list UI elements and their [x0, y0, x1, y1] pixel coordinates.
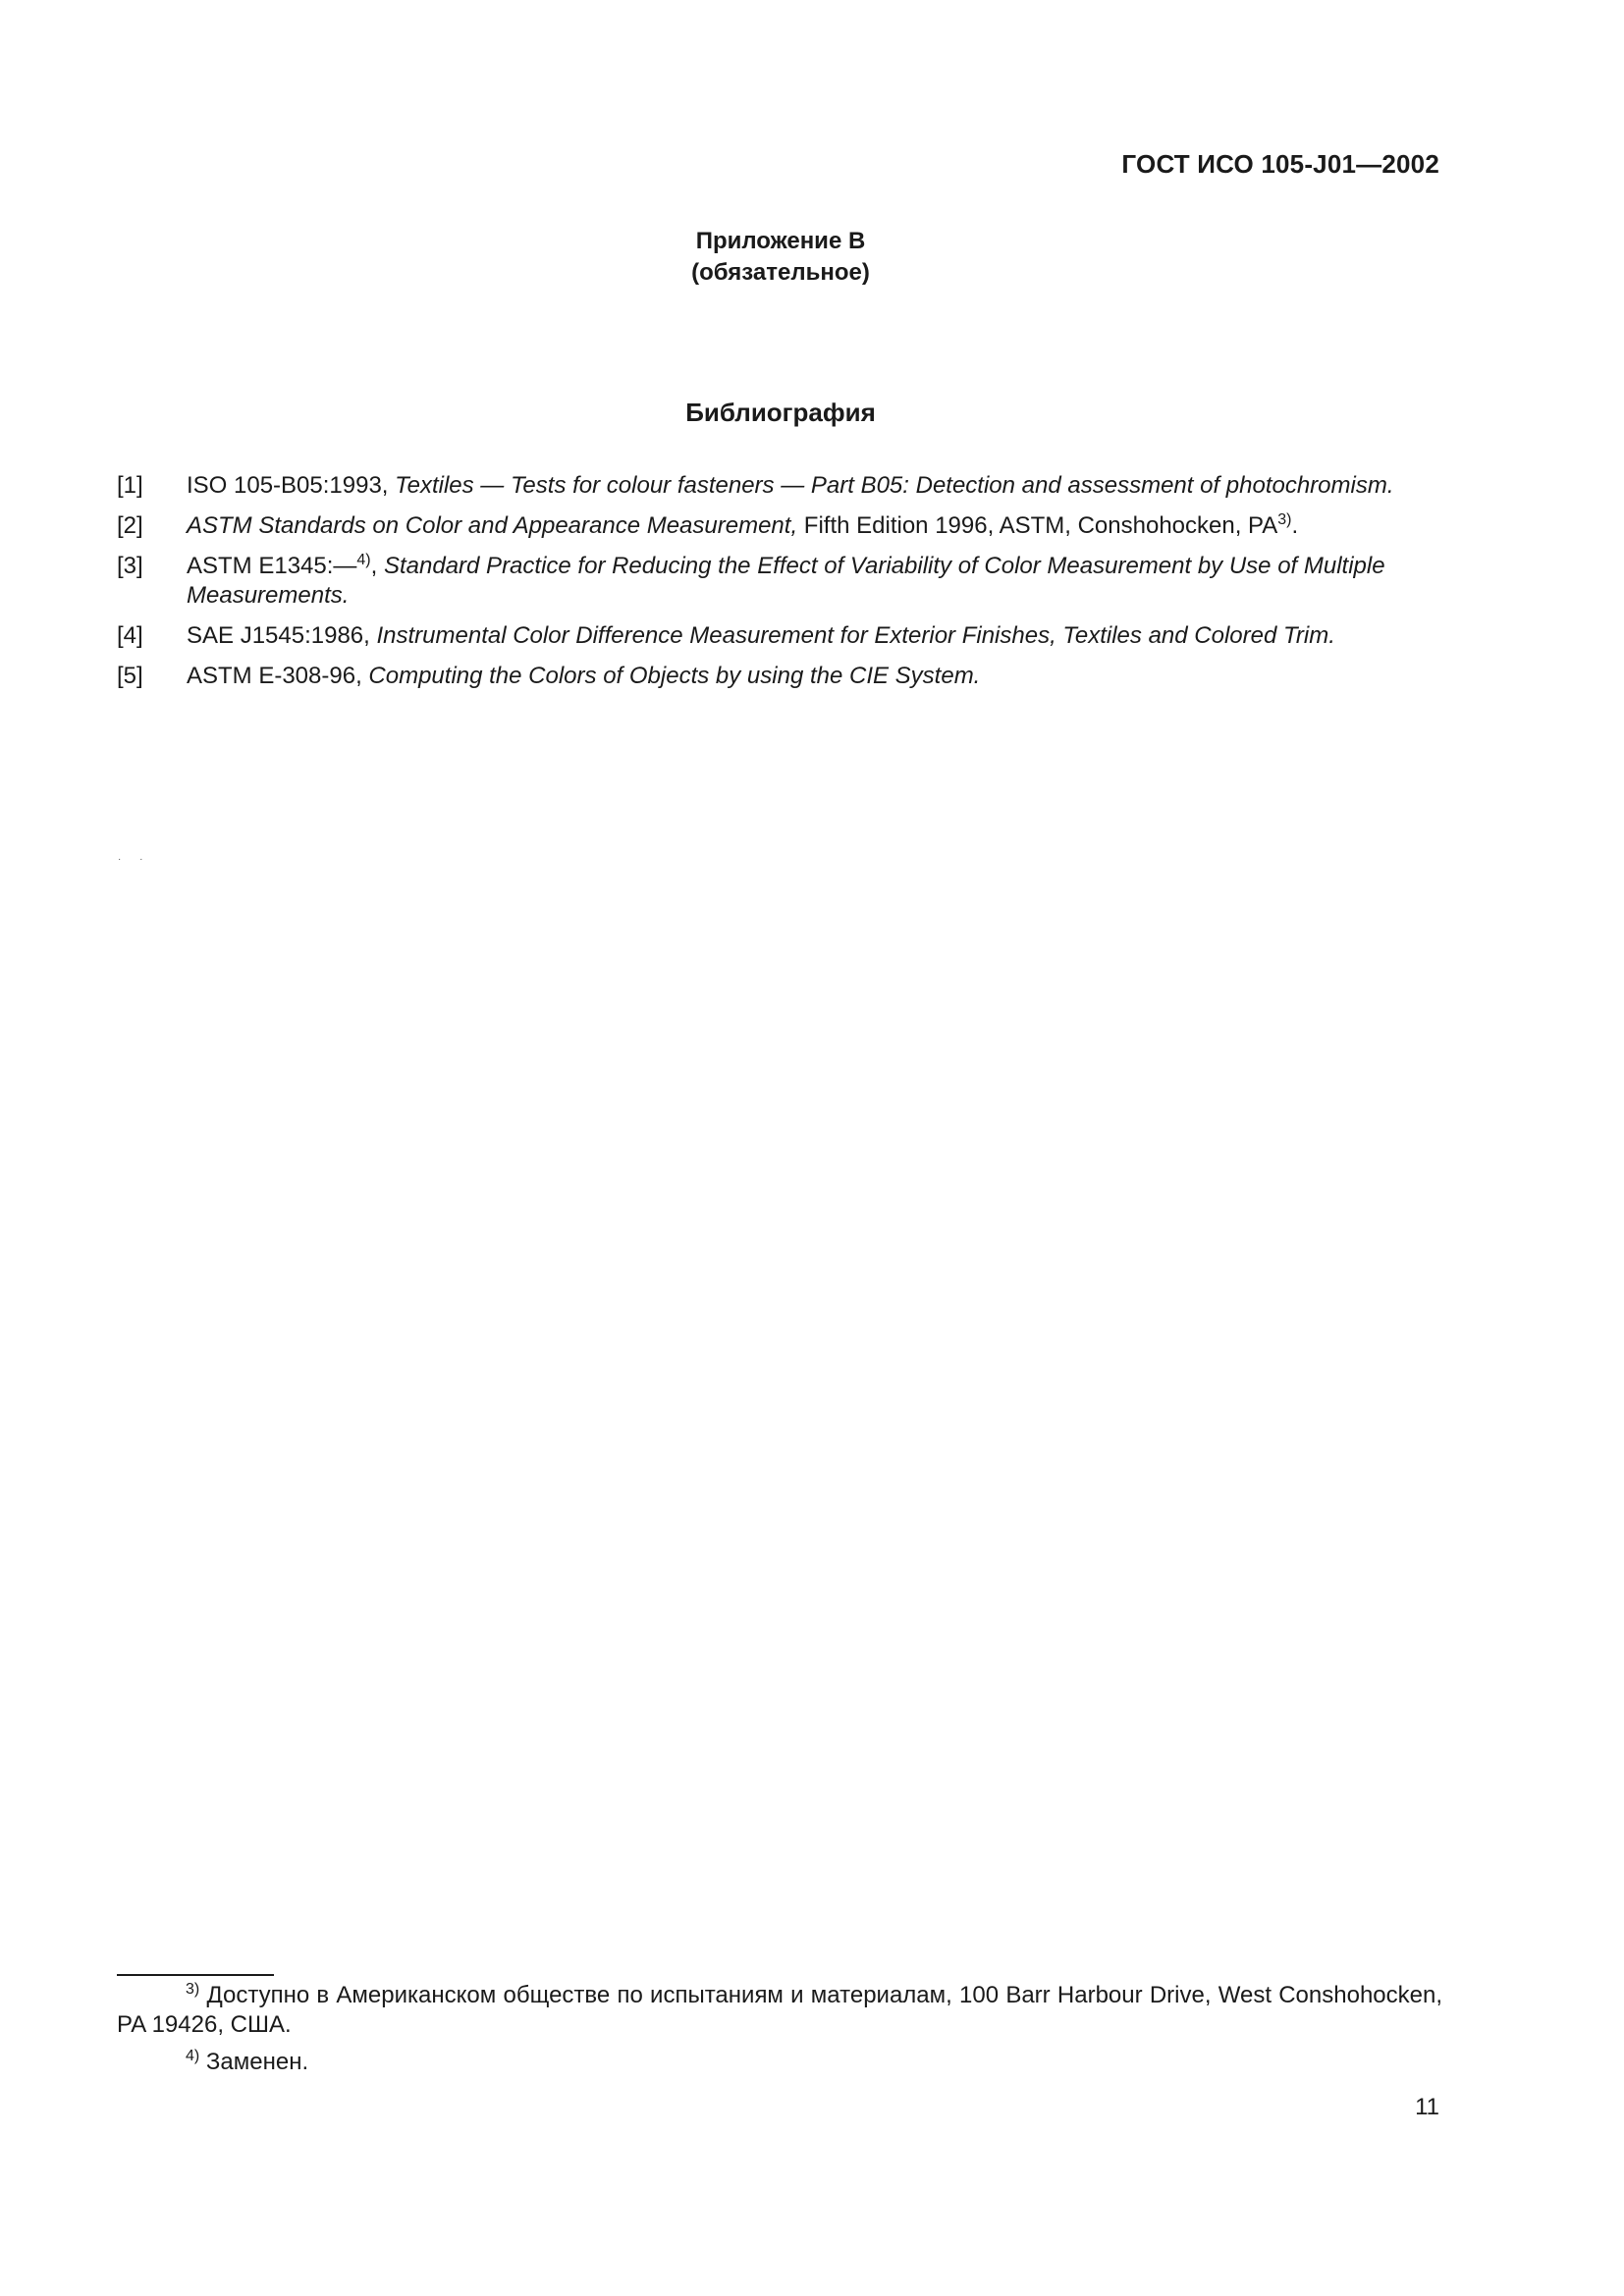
reference-end: . [1291, 512, 1299, 539]
reference-tail: Fifth Edition 1996, ASTM, Conshohocken, PA [797, 512, 1278, 539]
reference-item-3 [117, 552, 1442, 611]
footnotes [117, 1981, 1442, 2085]
footnote-3 [117, 1981, 1442, 2040]
reference-text [187, 472, 1394, 499]
reference-text [187, 663, 980, 689]
footnote-4 [117, 2048, 1442, 2077]
reference-item-1 [117, 471, 1442, 501]
reference-title: Textiles — Tests for colour fasteners — Part B05: Detection and assessment of photochromism. [395, 472, 1394, 499]
reference-number: [5] [117, 663, 143, 689]
stray-mark: · · [118, 854, 151, 865]
footnote-ref-3: 3) [1277, 511, 1292, 528]
annex-title: Приложение В [695, 228, 866, 254]
footnote-ref-4: 4) [356, 552, 371, 568]
annex-status: (обязательное) [691, 259, 870, 286]
reference-text [187, 622, 1335, 649]
reference-item-2 [117, 511, 1442, 541]
document-code: ГОСТ ИСО 105-J01—2002 [1121, 149, 1439, 179]
reference-title: ASTM Standards on Color and Appearance Measurement, [187, 512, 798, 539]
reference-number: [4] [117, 622, 143, 649]
footnote-text: Заменен. [199, 2049, 309, 2075]
reference-lead: SAE J1545:1986, [187, 622, 377, 649]
reference-list [117, 471, 1442, 702]
page-number: 11 [1415, 2094, 1439, 2120]
annex-heading [0, 226, 1561, 289]
reference-number: [2] [117, 512, 143, 539]
reference-item-5 [117, 662, 1442, 691]
reference-separator: , [370, 553, 384, 579]
footnote-divider [117, 1974, 274, 1976]
reference-item-4 [117, 621, 1442, 651]
footnote-mark: 4) [186, 2048, 200, 2064]
reference-lead: ISO 105-B05:1993, [187, 472, 396, 499]
reference-text [187, 512, 1298, 539]
reference-number: [1] [117, 472, 143, 499]
reference-title: Instrumental Color Difference Measurement for Exterior Finishes, Textiles and Colored Trim. [376, 622, 1335, 649]
reference-title: Standard Practice for Reducing the Effect of Variability of Color Measurement by Use of Multiple Measurements. [187, 553, 1385, 609]
reference-number: [3] [117, 553, 143, 579]
footnote-text: Доступно в Американском обществе по испытаниям и материалам, 100 Barr Harbour Drive, West Conshohocken, PA 19426, США. [117, 1982, 1442, 2038]
reference-lead: ASTM E1345:— [187, 553, 357, 579]
reference-lead: ASTM E-308-96, [187, 663, 369, 689]
reference-title: Computing the Colors of Objects by using the CIE System. [368, 663, 981, 689]
footnote-mark: 3) [186, 1981, 200, 1998]
bibliography-title: Библиография [685, 398, 876, 427]
reference-text [187, 553, 1385, 609]
